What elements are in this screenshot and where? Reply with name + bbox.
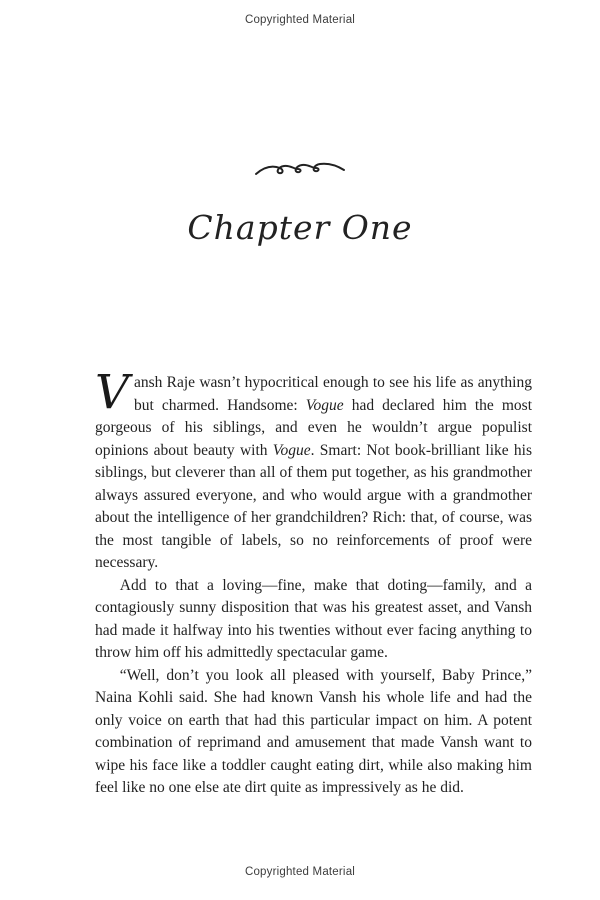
- italic-text: Vogue: [272, 441, 311, 459]
- paragraph: Vansh Raje wasn’t hypocritical enough to see his life as anything but charmed. Handsome: Vogue had declared him the most gorgeous of his siblings, and even he wouldn’t argue populist opinions about beauty with Vogue. Smart: Not book-brilliant like his siblings, but cleverer than all of them put together, as his grandmother always assured everyone, and who would argue with a grandmother about the intelligence of her grandchildren? Rich: that, of course, was the most tangible of labels, so no reinforcements of proof were necessary.: [95, 365, 532, 571]
- body-text: [95, 365, 532, 800]
- chapter-title: Chapter One: [187, 208, 413, 247]
- paragraph: “Well, don’t you look all pleased with yourself, Baby Prince,” Naina Kohli said. She had known Vansh his whole life and had the only voice on earth that had this particular impact on him. A potent combination of reprimand and amusement that made Vansh want to wipe his face like a toddler caught eating dirt, while also making him feel like no one else ate dirt quite as impressively as he did.: [95, 666, 532, 796]
- drop-cap: V: [95, 365, 129, 420]
- italic-text: Vogue: [305, 396, 344, 414]
- copyright-bottom-label: Copyrighted Material: [244, 866, 356, 878]
- copyright-top-label: Copyrighted Material: [244, 14, 356, 26]
- paragraph: Add to that a loving—fine, make that doting—family, and a contagiously sunny disposition that was his greatest asset, and Vansh had made it halfway into his twenties without ever facing anything to throw him off his admittedly spectacular game.: [95, 576, 532, 661]
- flourish-ornament-icon: [0, 158, 600, 185]
